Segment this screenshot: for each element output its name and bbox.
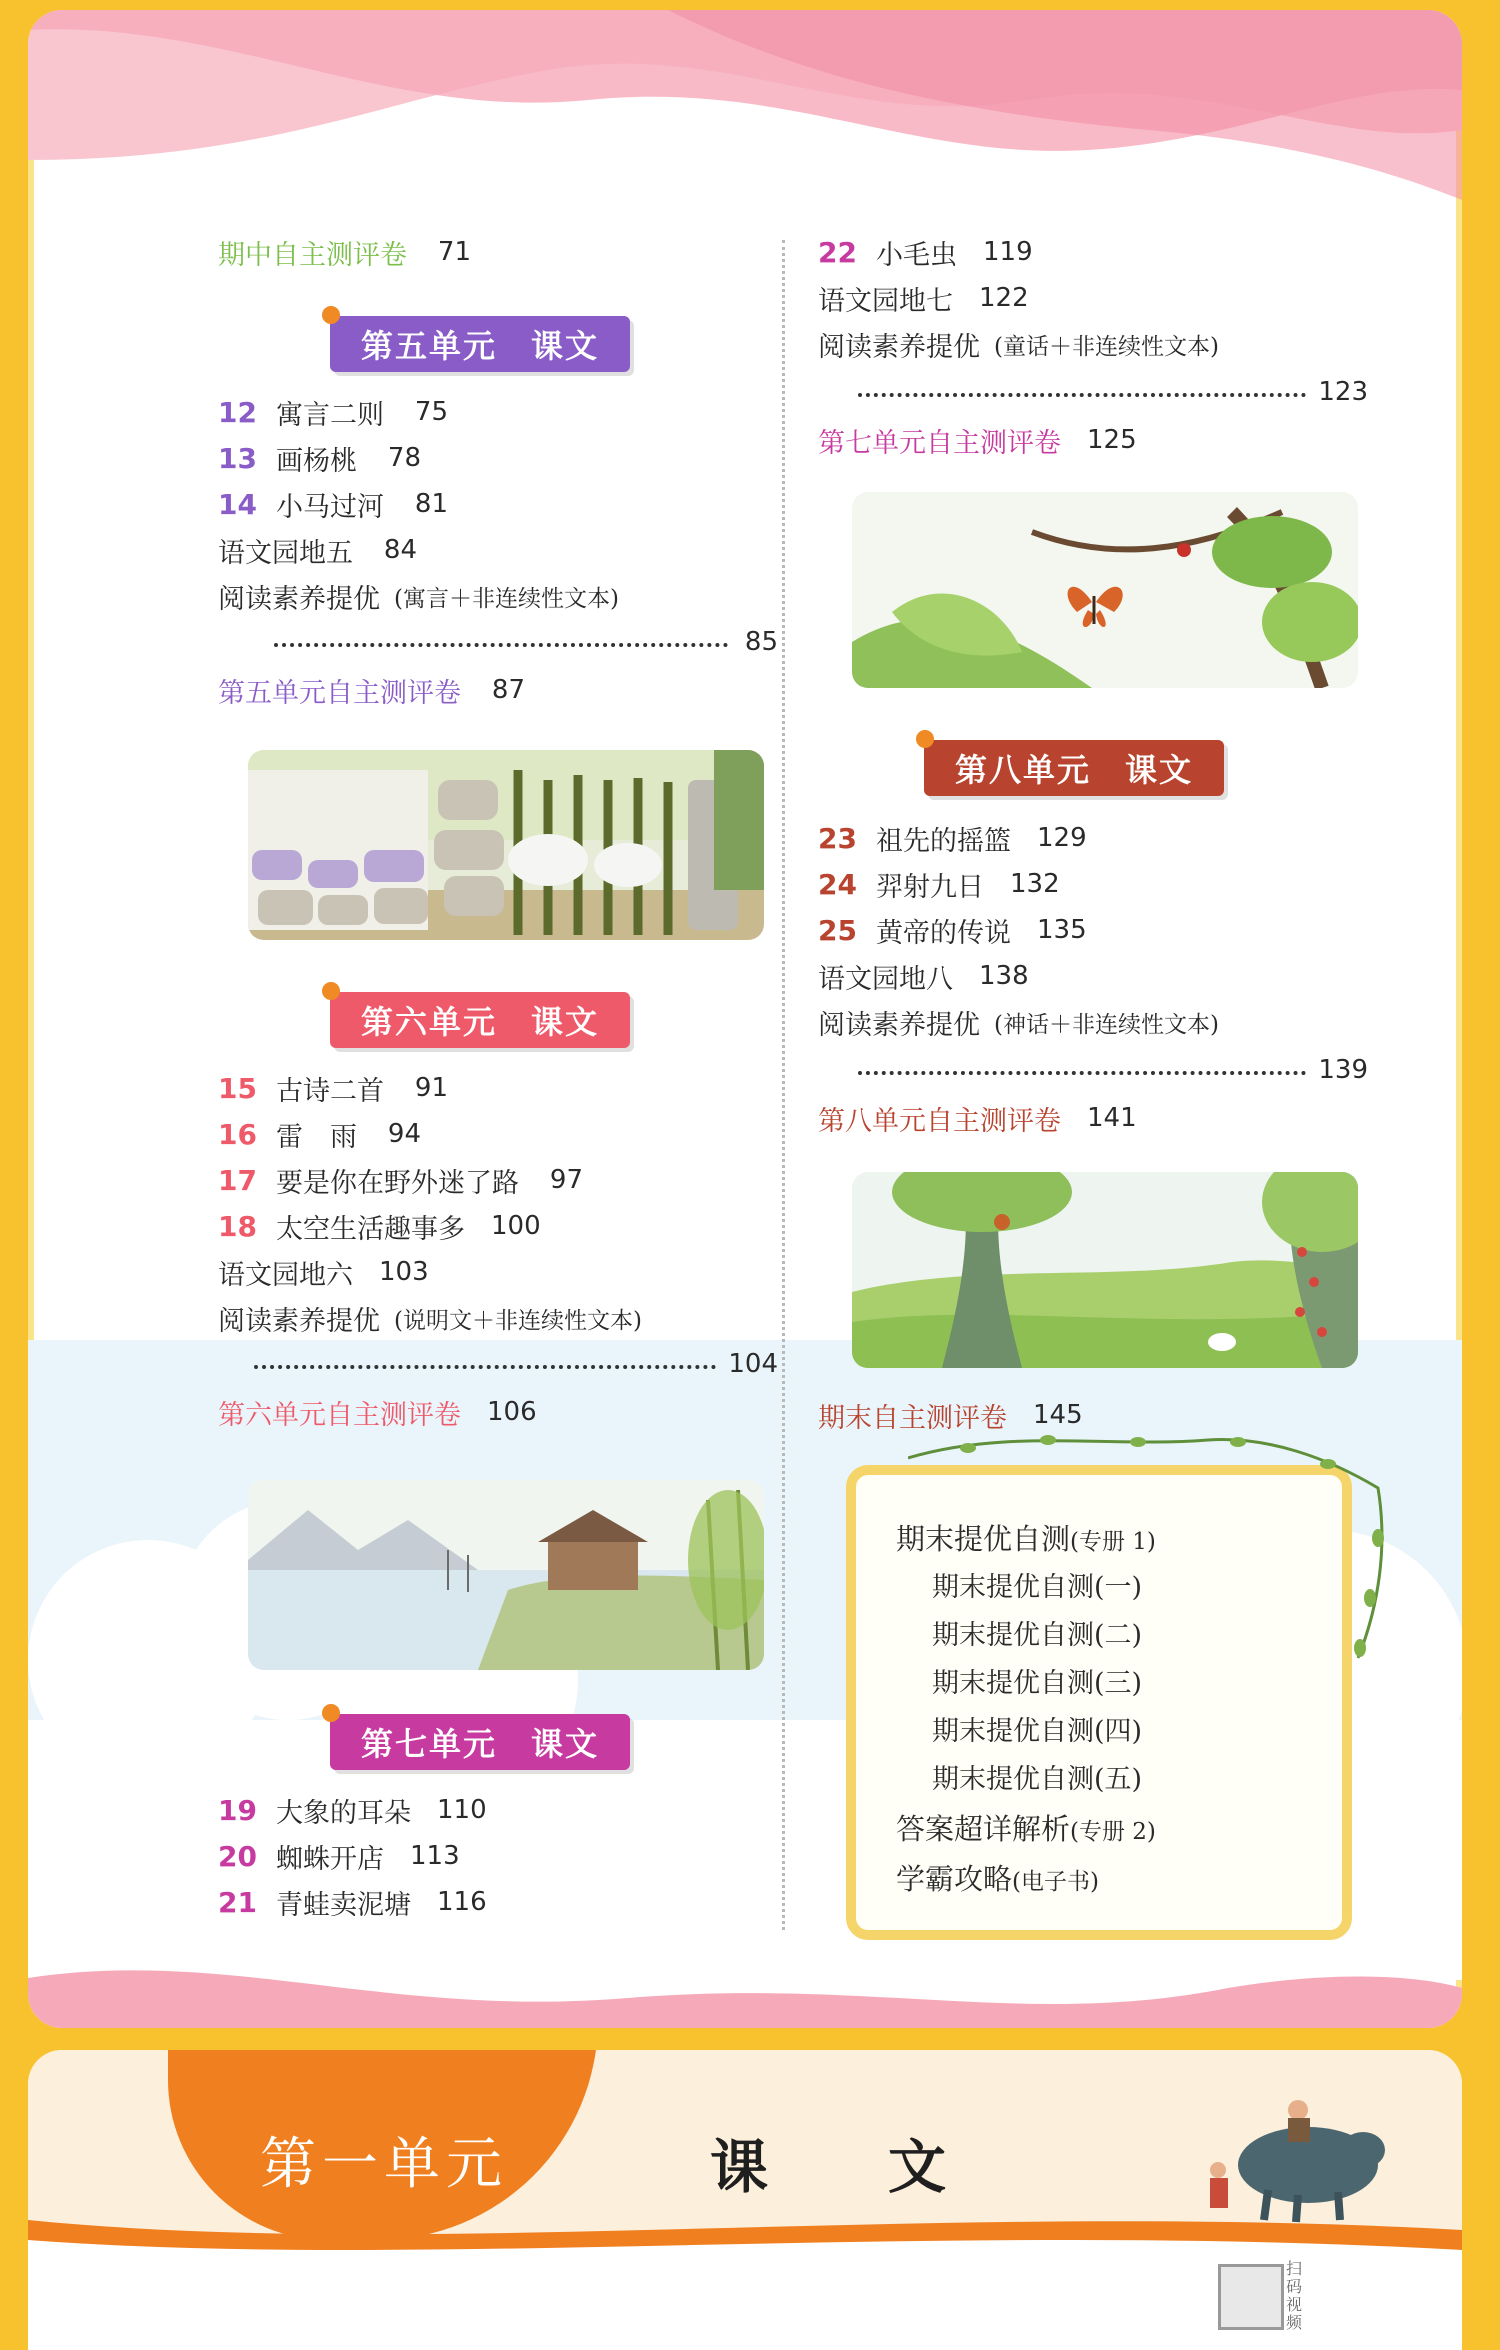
toc-title: 要是你在野外迷了路 bbox=[276, 1167, 519, 1199]
toc-entry-test-6[interactable] bbox=[218, 1392, 537, 1432]
chapter-kind-title: 课文 bbox=[710, 2133, 1067, 2201]
toc-entry-midterm[interactable] bbox=[218, 232, 471, 272]
toc-title: 语文园地五 bbox=[218, 537, 353, 569]
toc-title: 黄帝的传说 bbox=[876, 917, 1011, 949]
toc-entry-lesson-21[interactable] bbox=[218, 1882, 487, 1922]
toc-title: 太空生活趣事多 bbox=[276, 1213, 465, 1245]
toc-entry-garden-6[interactable] bbox=[218, 1252, 429, 1292]
toc-title: 阅读素养提优 bbox=[218, 583, 380, 615]
toc-title: 青蛙卖泥塘 bbox=[276, 1889, 411, 1921]
toc-page: 125 bbox=[1087, 425, 1137, 455]
toc-entry-lesson-17[interactable] bbox=[218, 1160, 583, 1200]
unit-kind: 课文 bbox=[531, 327, 600, 365]
toc-page: 119 bbox=[983, 237, 1033, 267]
unit-kind: 课文 bbox=[1125, 751, 1194, 789]
toc-title: 期末自主测评卷 bbox=[818, 1402, 1007, 1434]
toc-page: 123 bbox=[1318, 377, 1368, 407]
toc-page: 103 bbox=[379, 1257, 429, 1287]
toc-entry-test-8[interactable] bbox=[818, 1098, 1137, 1138]
toc-entry-lesson-16[interactable] bbox=[218, 1114, 421, 1154]
toc-note: (童话＋非连续性文本) bbox=[994, 333, 1219, 360]
appendix-title: 学霸攻略 bbox=[896, 1862, 1013, 1896]
toc-title: 寓言二则 bbox=[276, 399, 384, 431]
chapter-unit-title: 第一单元 bbox=[260, 2132, 508, 2197]
appendix-title: 答案超详解析 bbox=[896, 1812, 1071, 1846]
next-chapter-preview bbox=[28, 2050, 1462, 2350]
toc-entry-lesson-13[interactable] bbox=[218, 438, 421, 478]
top-wave-decoration bbox=[28, 10, 1462, 225]
toc-page: 129 bbox=[1037, 823, 1087, 853]
lesson-number: 24 bbox=[818, 867, 857, 901]
toc-title: 第五单元自主测评卷 bbox=[218, 677, 461, 709]
boy-riding-ox-illustration bbox=[1178, 2070, 1398, 2230]
unit6-tag bbox=[330, 992, 630, 1048]
toc-page: 85 bbox=[744, 627, 778, 657]
qr-code[interactable] bbox=[1218, 2264, 1284, 2330]
lesson-number: 14 bbox=[218, 487, 257, 521]
toc-note: (寓言＋非连续性文本) bbox=[394, 585, 619, 612]
toc-title: 第八单元自主测评卷 bbox=[818, 1105, 1061, 1137]
unit-name: 第七单元 bbox=[360, 1725, 497, 1763]
toc-title: 阅读素养提优 bbox=[218, 1305, 380, 1337]
appendix-item[interactable]: 期末提优自测(四) bbox=[932, 1716, 1143, 1747]
toc-title: 羿射九日 bbox=[876, 871, 984, 903]
toc-title: 雷 雨 bbox=[276, 1121, 357, 1153]
toc-entry-lesson-18[interactable] bbox=[218, 1206, 541, 1246]
toc-entry-reading-5[interactable] bbox=[218, 576, 619, 616]
lesson-number: 25 bbox=[818, 913, 857, 947]
toc-page: 78 bbox=[387, 443, 421, 473]
toc-entry-garden-7[interactable] bbox=[818, 278, 1029, 318]
toc-entry-reading-8[interactable] bbox=[818, 1002, 1219, 1042]
toc-leader-dots bbox=[858, 1071, 1306, 1075]
lesson-number: 16 bbox=[218, 1117, 257, 1151]
toc-page: 94 bbox=[387, 1119, 421, 1149]
column-divider bbox=[782, 240, 785, 1930]
appendix-answers[interactable] bbox=[896, 1807, 1156, 1848]
toc-entry-garden-5[interactable] bbox=[218, 530, 417, 570]
appendix-title: 期末提优自测 bbox=[896, 1522, 1071, 1556]
illustration-river-village bbox=[248, 1480, 764, 1670]
toc-entry-reading-6[interactable] bbox=[218, 1298, 642, 1338]
bottom-wave-decoration bbox=[28, 1948, 1462, 2028]
unit-kind: 课文 bbox=[531, 1003, 600, 1041]
toc-entry-lesson-24[interactable] bbox=[818, 864, 1060, 904]
toc-entry-lesson-14[interactable] bbox=[218, 484, 448, 524]
toc-page: 141 bbox=[1087, 1103, 1137, 1133]
lesson-number: 23 bbox=[818, 821, 857, 855]
toc-page: 116 bbox=[437, 1887, 487, 1917]
toc-page: 132 bbox=[1010, 869, 1060, 899]
toc-entry-reading-7[interactable] bbox=[818, 324, 1219, 364]
toc-title: 第七单元自主测评卷 bbox=[818, 427, 1061, 459]
toc-title: 第六单元自主测评卷 bbox=[218, 1399, 461, 1431]
unit-name: 第八单元 bbox=[954, 751, 1091, 789]
toc-entry-lesson-20[interactable] bbox=[218, 1836, 460, 1876]
toc-title: 古诗二首 bbox=[276, 1075, 384, 1107]
unit8-tag bbox=[924, 740, 1224, 796]
toc-entry-reading-6-page[interactable] bbox=[254, 1344, 778, 1384]
toc-page: 106 bbox=[487, 1397, 537, 1427]
appendix-note: (专册 1) bbox=[1070, 1529, 1156, 1555]
toc-leader-dots bbox=[254, 1365, 716, 1369]
vine-decoration bbox=[908, 1428, 1388, 1668]
appendix-item[interactable]: 期末提优自测(五) bbox=[932, 1764, 1143, 1795]
toc-page: 87 bbox=[491, 675, 525, 705]
toc-page: 138 bbox=[979, 961, 1029, 991]
toc-page: 122 bbox=[979, 283, 1029, 313]
lesson-number: 13 bbox=[218, 441, 257, 475]
toc-note: (说明文＋非连续性文本) bbox=[394, 1307, 642, 1334]
toc-page: 100 bbox=[491, 1211, 541, 1241]
lesson-number: 15 bbox=[218, 1071, 257, 1105]
toc-title: 祖先的摇篮 bbox=[876, 825, 1011, 857]
toc-page: 84 bbox=[383, 535, 417, 565]
toc-title: 画杨桃 bbox=[276, 445, 357, 477]
toc-page: 145 bbox=[1033, 1400, 1083, 1430]
unit-name: 第六单元 bbox=[360, 1003, 497, 1041]
appendix-item[interactable]: 期末提优自测(三) bbox=[932, 1668, 1143, 1699]
toc-entry-lesson-12[interactable] bbox=[218, 392, 448, 432]
toc-page: 91 bbox=[414, 1073, 448, 1103]
unit-kind: 课文 bbox=[531, 1725, 600, 1763]
toc-entry-lesson-23[interactable] bbox=[818, 818, 1087, 858]
toc-entry-test-7[interactable] bbox=[818, 420, 1137, 460]
appendix-ebook[interactable] bbox=[896, 1857, 1099, 1898]
appendix-note: (专册 2) bbox=[1070, 1819, 1156, 1845]
illustration-stone-wall-fence bbox=[248, 750, 764, 940]
toc-entry-lesson-22[interactable] bbox=[818, 232, 1033, 272]
lesson-number: 20 bbox=[218, 1839, 257, 1873]
lesson-number: 19 bbox=[218, 1793, 257, 1827]
toc-title: 阅读素养提优 bbox=[818, 1009, 980, 1041]
toc-title: 语文园地七 bbox=[818, 285, 953, 317]
toc-page: 97 bbox=[549, 1165, 583, 1195]
toc-leader-dots bbox=[858, 393, 1306, 397]
toc-title: 大象的耳朵 bbox=[276, 1797, 411, 1829]
toc-page: 110 bbox=[437, 1795, 487, 1825]
toc-entry-garden-8[interactable] bbox=[818, 956, 1029, 996]
toc-entry-reading-8-page[interactable] bbox=[858, 1050, 1368, 1090]
lesson-number: 17 bbox=[218, 1163, 257, 1197]
toc-entry-test-5[interactable] bbox=[218, 670, 525, 710]
toc-title: 蜘蛛开店 bbox=[276, 1843, 384, 1875]
lesson-number: 12 bbox=[218, 395, 257, 429]
toc-note: (神话＋非连续性文本) bbox=[994, 1011, 1219, 1038]
qr-label: 扫 码 视 频 bbox=[1286, 2259, 1303, 2332]
illustration-tree-meadow bbox=[852, 1172, 1358, 1368]
toc-title: 语文园地六 bbox=[218, 1259, 353, 1291]
toc-title: 小马过河 bbox=[276, 491, 384, 523]
toc-page: 81 bbox=[414, 489, 448, 519]
illustration-butterfly-branch bbox=[852, 492, 1358, 688]
lesson-number: 21 bbox=[218, 1885, 257, 1919]
toc-title: 阅读素养提优 bbox=[818, 331, 980, 363]
appendix-item[interactable]: 期末提优自测(二) bbox=[932, 1620, 1143, 1651]
toc-title: 小毛虫 bbox=[876, 239, 957, 271]
toc-page: 139 bbox=[1318, 1055, 1368, 1085]
lesson-number: 22 bbox=[818, 235, 857, 269]
appendix-note: (电子书) bbox=[1012, 1869, 1099, 1895]
toc-entry-lesson-19[interactable] bbox=[218, 1790, 487, 1830]
toc-leader-dots bbox=[274, 643, 728, 647]
unit-name: 第五单元 bbox=[360, 327, 497, 365]
toc-title: 期中自主测评卷 bbox=[218, 239, 407, 271]
lesson-number: 18 bbox=[218, 1209, 257, 1243]
appendix-item[interactable]: 期末提优自测(一) bbox=[932, 1572, 1143, 1603]
toc-card bbox=[28, 10, 1462, 2028]
toc-page: 75 bbox=[414, 397, 448, 427]
unit5-tag bbox=[330, 316, 630, 372]
toc-page: 113 bbox=[410, 1841, 460, 1871]
toc-entry-lesson-15[interactable] bbox=[218, 1068, 448, 1108]
toc-entry-reading-5-page[interactable] bbox=[274, 622, 778, 662]
toc-page: 104 bbox=[728, 1349, 778, 1379]
toc-page: 71 bbox=[437, 237, 471, 267]
unit7-tag bbox=[330, 1714, 630, 1770]
toc-entry-lesson-25[interactable] bbox=[818, 910, 1087, 950]
toc-page: 135 bbox=[1037, 915, 1087, 945]
toc-title: 语文园地八 bbox=[818, 963, 953, 995]
toc-entry-reading-7-page[interactable] bbox=[858, 372, 1368, 412]
